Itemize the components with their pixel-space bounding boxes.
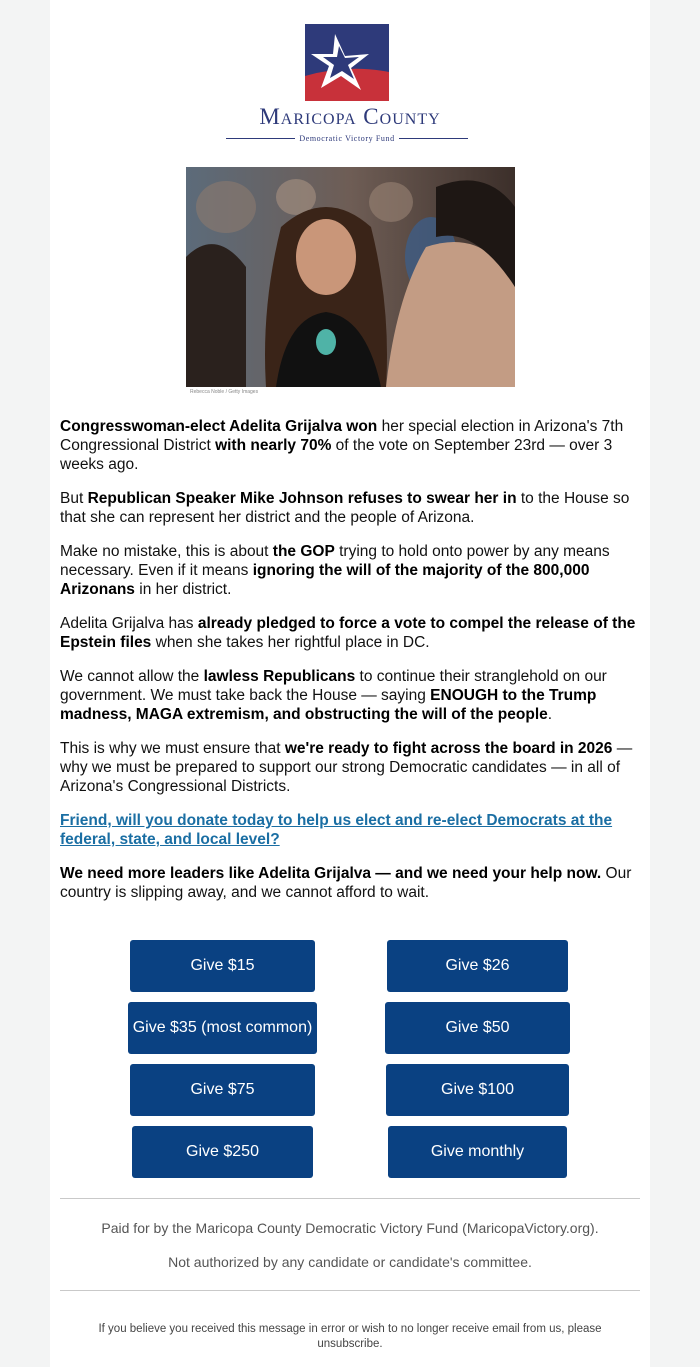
- paragraph-1: [60, 417, 640, 474]
- p5-text-1: We cannot allow the: [60, 668, 204, 685]
- give-100-button[interactable]: Give $100: [386, 1064, 569, 1116]
- p1-text-2: of the vote on September 23rd — over 3 weeks ago.: [60, 437, 613, 473]
- paragraph-2: [60, 489, 640, 527]
- p2-bold-1: Republican Speaker Mike Johnson refuses to swear her in: [87, 490, 517, 507]
- p5-bold-1: lawless Republicans: [203, 668, 356, 685]
- footer-divider-bottom: [60, 1290, 640, 1291]
- p3-text-2: trying to hold onto power by any means necessary. Even if it means: [60, 543, 610, 579]
- candidate-photo: [186, 167, 515, 387]
- give-50-button[interactable]: Give $50: [385, 1002, 570, 1054]
- unsubscribe-notice[interactable]: If you believe you received this message in error or wish to no longer receive email from us, please unsubscribe.: [98, 1323, 602, 1350]
- p3-bold-2: ignoring the will of the majority of the 800,000 Arizonans: [60, 562, 590, 598]
- paid-for-disclaimer: Paid for by the Maricopa County Democratic Victory Fund (MaricopaVictory.org).: [101, 1220, 599, 1236]
- give-15-button[interactable]: Give $15: [130, 940, 315, 992]
- footer-divider-top: [60, 1198, 640, 1199]
- p5-text-3: .: [547, 706, 553, 723]
- paragraph-8: [60, 864, 640, 902]
- p3-bold-1: the GOP: [272, 543, 335, 560]
- not-authorized-disclaimer: Not authorized by any candidate or candidate's committee.: [168, 1254, 532, 1270]
- p4-text-1: Adelita Grijalva has: [60, 615, 198, 632]
- p3-text-1: Make no mistake, this is about: [60, 543, 273, 560]
- p6-text-2: — why we must be prepared to support our strong Democratic candidates — in all of Arizona's Congressional Districts.: [60, 740, 633, 795]
- logo-subtitle-row: [226, 132, 468, 144]
- logo-rule-left: [226, 138, 295, 139]
- p1-bold-2: with nearly 70%: [215, 437, 332, 454]
- p5-bold-2: ENOUGH to the Trump madness, MAGA extremism, and obstructing the will of the people: [60, 687, 597, 723]
- p4-text-2: when she takes her rightful place in DC.: [151, 634, 430, 651]
- paragraph-6: [60, 739, 640, 796]
- donate-link[interactable]: Friend, will you donate today to help us elect and re-elect Democrats at the federal, state, and local level?: [60, 812, 613, 848]
- p2-text-1: But: [60, 490, 88, 507]
- paragraph-4: [60, 614, 640, 652]
- logo-wordmark: Maricopa County: [259, 104, 441, 129]
- give-35-button[interactable]: Give $35 (most common): [128, 1002, 317, 1054]
- paragraph-7: [60, 811, 640, 849]
- p5-text-2: to continue their stranglehold on our government. We must take back the House — saying: [60, 668, 607, 704]
- give-monthly-button[interactable]: Give monthly: [388, 1126, 567, 1178]
- give-26-button[interactable]: Give $26: [387, 940, 568, 992]
- logo-subtitle: Democratic Victory Fund: [299, 133, 395, 143]
- paragraph-5: [60, 667, 640, 724]
- p8-bold-1: We need more leaders like Adelita Grijalva — and we need your help now.: [60, 865, 602, 882]
- p8-text-1: Our country is slipping away, and we cannot afford to wait.: [60, 865, 632, 901]
- p6-text-1: This is why we must ensure that: [60, 740, 285, 757]
- paragraph-3: [60, 542, 640, 599]
- p1-bold-1: Congresswoman-elect Adelita Grijalva won: [60, 418, 378, 435]
- p2-text-2: to the House so that she can represent her district and the people of Arizona.: [60, 490, 630, 526]
- star-flag-logo-icon: [305, 24, 389, 101]
- message-copy: [60, 417, 640, 917]
- p3-text-3: in her district.: [134, 581, 232, 598]
- photo-credit: Rebecca Noble / Getty Images: [190, 389, 259, 395]
- email-body: [50, 0, 650, 1367]
- org-logo[interactable]: [50, 24, 650, 144]
- give-250-button[interactable]: Give $250: [132, 1126, 313, 1178]
- p6-bold-1: we're ready to fight across the board in 2026: [284, 740, 613, 757]
- candidate-photo-illustration: [186, 167, 515, 387]
- p1-text-1: her special election in Arizona's 7th Congressional District: [60, 418, 624, 454]
- p4-bold-1: already pledged to force a vote to compel the release of the Epstein files: [60, 615, 636, 651]
- give-75-button[interactable]: Give $75: [130, 1064, 315, 1116]
- logo-rule-right: [399, 138, 468, 139]
